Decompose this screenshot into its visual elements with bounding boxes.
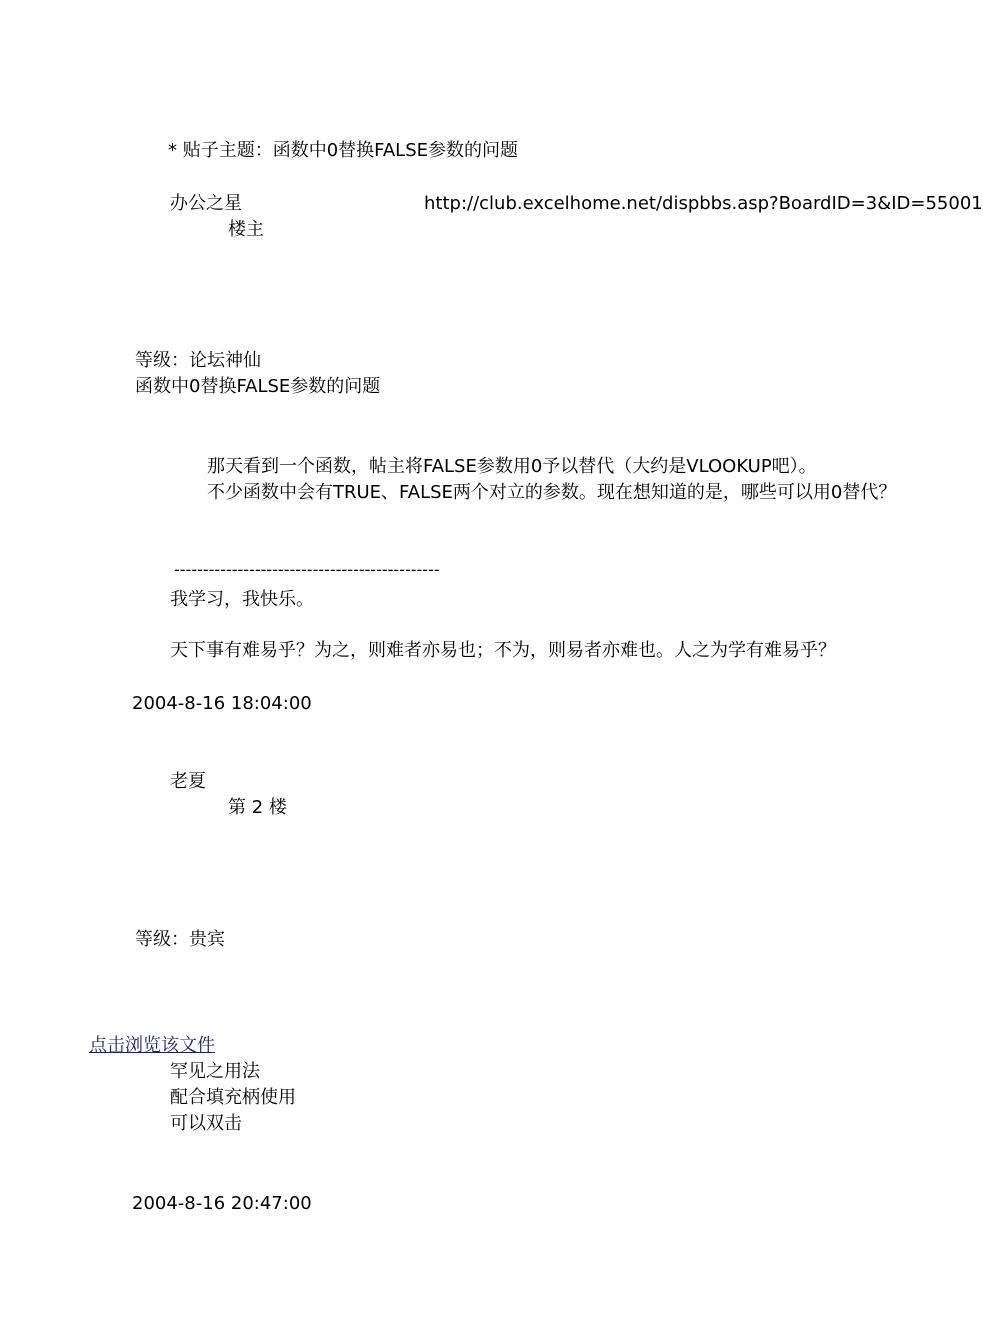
post-body-line: 那天看到一个函数，帖主将FALSE参数用0予以替代（大约是VLOOKUP吧）。: [207, 456, 817, 477]
post-timestamp: 2004-8-16 20:47:00: [132, 1193, 312, 1214]
post-body-line: 配合填充柄使用: [170, 1087, 296, 1108]
signature-line: 我学习，我快乐。: [170, 589, 314, 610]
attachment-link[interactable]: 点击浏览该文件: [89, 1035, 215, 1056]
post-floor: 楼主: [228, 219, 264, 240]
thread-subject: * 贴子主题：函数中0替换FALSE参数的问题: [168, 140, 519, 161]
post-body-line: 不少函数中会有TRUE、FALSE两个对立的参数。现在想知道的是，哪些可以用0替代？: [207, 482, 897, 503]
post-body-line: 可以双击: [170, 1113, 242, 1134]
signature-line: 天下事有难易乎？为之，则难者亦易也；不为，则易者亦难也。人之为学有难易乎？: [170, 640, 836, 661]
post-author: 办公之星: [170, 193, 242, 214]
post-title: 函数中0替换FALSE参数的问题: [135, 376, 381, 397]
post-timestamp: 2004-8-16 18:04:00: [132, 693, 312, 714]
post-author-level: 等级：贵宾: [135, 929, 225, 950]
post-floor: 第 2 楼: [228, 797, 287, 818]
board-url: http://club.excelhome.net/dispbbs.asp?BoardID=3&ID=55001: [424, 193, 983, 214]
post-author-level: 等级：论坛神仙: [135, 350, 261, 371]
post-body-line: 罕见之用法: [170, 1061, 260, 1082]
signature-separator: ----------------------------------------------: [174, 560, 440, 579]
post-author: 老夏: [170, 771, 206, 792]
